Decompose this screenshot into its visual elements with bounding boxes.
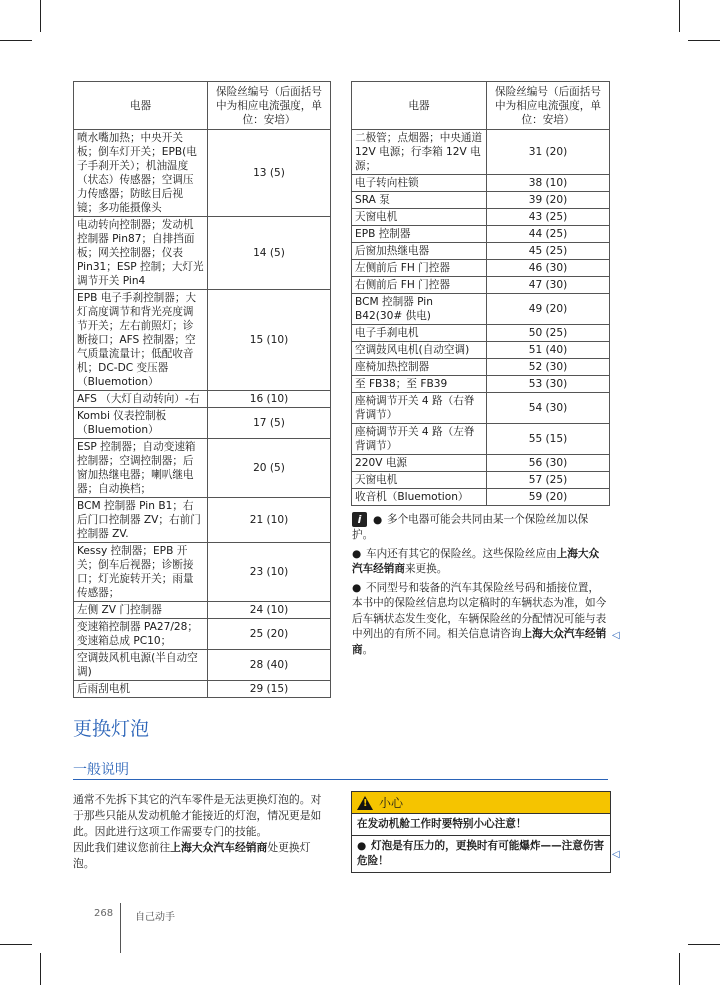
- notes: [352, 512, 608, 661]
- table-row: [352, 277, 610, 294]
- fuse-cell: 13 (5): [208, 130, 331, 217]
- device-cell: 电子转向柱锁: [352, 175, 487, 192]
- warning-triangle-icon: !: [357, 796, 373, 810]
- bullet: ●: [373, 513, 383, 526]
- page-number: 268: [94, 908, 114, 919]
- table-row: [74, 498, 331, 543]
- table-row: [74, 408, 331, 439]
- fuse-cell: 50 (25): [487, 325, 610, 342]
- table-row: [74, 217, 331, 290]
- table-row: [352, 472, 610, 489]
- crop-mark: [40, 953, 41, 985]
- fuse-cell: 57 (25): [487, 472, 610, 489]
- crop-mark: [688, 40, 720, 41]
- fuse-cell: 20 (5): [208, 439, 331, 498]
- fuse-cell: 14 (5): [208, 217, 331, 290]
- note-3-text-end: 。: [362, 643, 374, 656]
- table-row: [352, 393, 610, 424]
- bullet: ●: [357, 840, 367, 852]
- device-cell: EPB 控制器: [352, 226, 487, 243]
- fuse-cell: 25 (20): [208, 619, 331, 650]
- table-row: [352, 489, 610, 506]
- device-cell: 天窗电机: [352, 209, 487, 226]
- table-row: [74, 602, 331, 619]
- table-row: [74, 439, 331, 498]
- section-title: 更换灯泡: [73, 718, 150, 740]
- fuse-cell: 47 (30): [487, 277, 610, 294]
- end-of-section-icon: ◁: [612, 849, 620, 860]
- device-cell: 空调鼓风电机(自动空调): [352, 342, 487, 359]
- dealer-name: 上海大众汽车经销商: [352, 628, 607, 656]
- device-cell: 喷水嘴加热；中央开关板；倒车灯开关；EPB(电子手刹开关）；机油温度（状态）传感器；空调压力传感器；防眩目后视镜；多功能摄像头: [74, 130, 208, 217]
- caution-line-2-text: 灯泡是有压力的，更换时有可能爆炸——注意伤害危险！: [357, 840, 605, 867]
- header-fuse: 保险丝编号（后面括号中为相应电流强度，单位：安培）: [208, 82, 331, 130]
- device-cell: BCM 控制器 Pin B42(30# 供电): [352, 294, 487, 325]
- device-cell: EPB 电子手刹控制器；大灯高度调节和背光亮度调节开关；左右前照灯；诊断接口；AFS 控制器；空气质量流量计；低配收音机；DC-DC 变压器（Bluemotion）: [74, 290, 208, 391]
- table-row: [352, 243, 610, 260]
- fuse-cell: 56 (30): [487, 455, 610, 472]
- fuse-cell: 46 (30): [487, 260, 610, 277]
- device-cell: 收音机（Bluemotion）: [352, 489, 487, 506]
- caution-box: [351, 791, 611, 873]
- fuse-cell: 23 (10): [208, 543, 331, 602]
- crop-mark: [0, 40, 32, 41]
- fuse-cell: 53 (30): [487, 376, 610, 393]
- fuse-table-right: [351, 81, 610, 506]
- device-cell: 220V 电源: [352, 455, 487, 472]
- footer-separator: [120, 903, 121, 953]
- note-1: 多个电器可能会共同由某一个保险丝加以保护。: [352, 513, 589, 541]
- table-row: [352, 376, 610, 393]
- device-cell: 空调鼓风机电源(半自动空调): [74, 650, 208, 681]
- fuse-cell: 15 (10): [208, 290, 331, 391]
- header-device: 电器: [74, 82, 208, 130]
- device-cell: 电子手刹电机: [352, 325, 487, 342]
- fuse-cell: 59 (20): [487, 489, 610, 506]
- crop-mark: [40, 0, 41, 32]
- table-row: [352, 455, 610, 472]
- device-cell: ESP 控制器；自动变速箱控制器；空调控制器；后窗加热继电器；喇叭继电器；自动换档；: [74, 439, 208, 498]
- device-cell: 座椅调节开关 4 路（右脊背调节）: [352, 393, 487, 424]
- fuse-cell: 39 (20): [487, 192, 610, 209]
- header-device: 电器: [352, 82, 487, 130]
- fuse-cell: 28 (40): [208, 650, 331, 681]
- fuse-table-left-body: [74, 130, 331, 698]
- table-row: [352, 175, 610, 192]
- device-cell: 座椅调节开关 4 路（左脊背调节）: [352, 424, 487, 455]
- device-cell: 后雨刮电机: [74, 681, 208, 698]
- fuse-cell: 54 (30): [487, 393, 610, 424]
- fuse-cell: 51 (40): [487, 342, 610, 359]
- device-cell: 至 FB38；至 FB39: [352, 376, 487, 393]
- note-3: [352, 581, 608, 659]
- dealer-name: 上海大众汽车经销商: [170, 841, 268, 854]
- chapter-title: 自己动手: [135, 912, 175, 923]
- device-cell: 电动转向控制器；发动机控制器 Pin87；自排挡面板；网关控制器；仪表 Pin31；ESP 控制；大灯光调节开关 Pin4: [74, 217, 208, 290]
- fuse-cell: 52 (30): [487, 359, 610, 376]
- table-row: [74, 681, 331, 698]
- table-row: [352, 226, 610, 243]
- table-row: [74, 543, 331, 602]
- body-paragraph-1: 通常不先拆下其它的汽车零件是无法更换灯泡的。对于那些只能从发动机舱才能接近的灯泡，情况更是如此。因此进行这项工作需要专门的技能。: [73, 793, 322, 838]
- table-row: [74, 650, 331, 681]
- note-2-text: 车内还有其它的保险丝。这些保险丝应由: [366, 547, 557, 560]
- note-info: [352, 512, 608, 544]
- device-cell: 左侧前后 FH 门控器: [352, 260, 487, 277]
- device-cell: 天窗电机: [352, 472, 487, 489]
- device-cell: SRA 泵: [352, 192, 487, 209]
- device-cell: AFS （大灯自动转向）-右: [74, 391, 208, 408]
- fuse-cell: 38 (10): [487, 175, 610, 192]
- fuse-cell: 44 (25): [487, 226, 610, 243]
- bullet: ●: [352, 581, 362, 594]
- table-row: [74, 130, 331, 217]
- device-cell: 后窗加热继电器: [352, 243, 487, 260]
- fuse-cell: 43 (25): [487, 209, 610, 226]
- fuse-cell: 21 (10): [208, 498, 331, 543]
- device-cell: Kombi 仪表控制板（Bluemotion）: [74, 408, 208, 439]
- device-cell: BCM 控制器 Pin B1；右后门口控制器 ZV；右前门控制器 ZV.: [74, 498, 208, 543]
- caution-header: [352, 792, 610, 813]
- table-row: [74, 391, 331, 408]
- table-row: [74, 619, 331, 650]
- table-row: [74, 290, 331, 391]
- body-paragraph-2: [73, 840, 331, 872]
- device-cell: 二极管；点烟器；中央通道 12V 电源；行李箱 12V 电源；: [352, 130, 487, 175]
- end-of-section-icon: ◁: [612, 630, 620, 641]
- fuse-cell: 29 (15): [208, 681, 331, 698]
- table-row: [352, 192, 610, 209]
- crop-mark: [688, 944, 720, 945]
- fuse-cell: 31 (20): [487, 130, 610, 175]
- para-2-text-end: 处更换灯泡。: [73, 841, 311, 870]
- table-row: [352, 359, 610, 376]
- table-row: [352, 209, 610, 226]
- table-row: [352, 325, 610, 342]
- fuse-cell: 45 (25): [487, 243, 610, 260]
- section-subtitle: 一般说明: [73, 762, 129, 778]
- device-cell: 右侧前后 FH 门控器: [352, 277, 487, 294]
- header-fuse: 保险丝编号（后面括号中为相应电流强度，单位：安培）: [487, 82, 610, 130]
- fuse-cell: 49 (20): [487, 294, 610, 325]
- table-row: [352, 260, 610, 277]
- caution-line-1: 在发动机舱工作时要特别小心注意！: [352, 813, 610, 835]
- device-cell: 变速箱控制器 PA27/28；变速箱总成 PC10；: [74, 619, 208, 650]
- device-cell: 左侧 ZV 门控制器: [74, 602, 208, 619]
- table-row: [352, 130, 610, 175]
- fuse-table-left: [73, 81, 331, 698]
- crop-mark: [0, 944, 32, 945]
- dealer-name: 上海大众汽车经销商: [352, 547, 600, 575]
- fuse-cell: 17 (5): [208, 408, 331, 439]
- para-2-text: 因此我们建议您前往: [73, 841, 171, 854]
- note-3-text: 不同型号和装备的汽车其保险丝号码和插接位置，本书中的保险丝信息均以定稿时的车辆状态为准，如今后车辆状态发生变化，车辆保险丝的分配情况可能与表中列出的有所不同。相关信息请咨询: [352, 581, 607, 640]
- table-row: [352, 294, 610, 325]
- heading-rule: [73, 779, 608, 780]
- info-icon: i: [352, 512, 367, 527]
- fuse-table-right-body: [352, 130, 610, 506]
- fuse-cell: 55 (15): [487, 424, 610, 455]
- fuse-cell: 24 (10): [208, 602, 331, 619]
- table-row: [352, 342, 610, 359]
- fuse-cell: 16 (10): [208, 391, 331, 408]
- table-row: [352, 424, 610, 455]
- note-2-text-end: 来更换。: [404, 563, 448, 575]
- device-cell: 座椅加热控制器: [352, 359, 487, 376]
- device-cell: Kessy 控制器；EPB 开关；倒车后视器；诊断接口；灯光旋转开关；雨量传感器；: [74, 543, 208, 602]
- bullet: ●: [352, 547, 362, 560]
- crop-mark: [679, 953, 680, 985]
- note-2: [352, 547, 608, 578]
- caution-line-2: [352, 835, 610, 872]
- crop-mark: [679, 0, 680, 32]
- caution-title: 小心: [379, 796, 404, 810]
